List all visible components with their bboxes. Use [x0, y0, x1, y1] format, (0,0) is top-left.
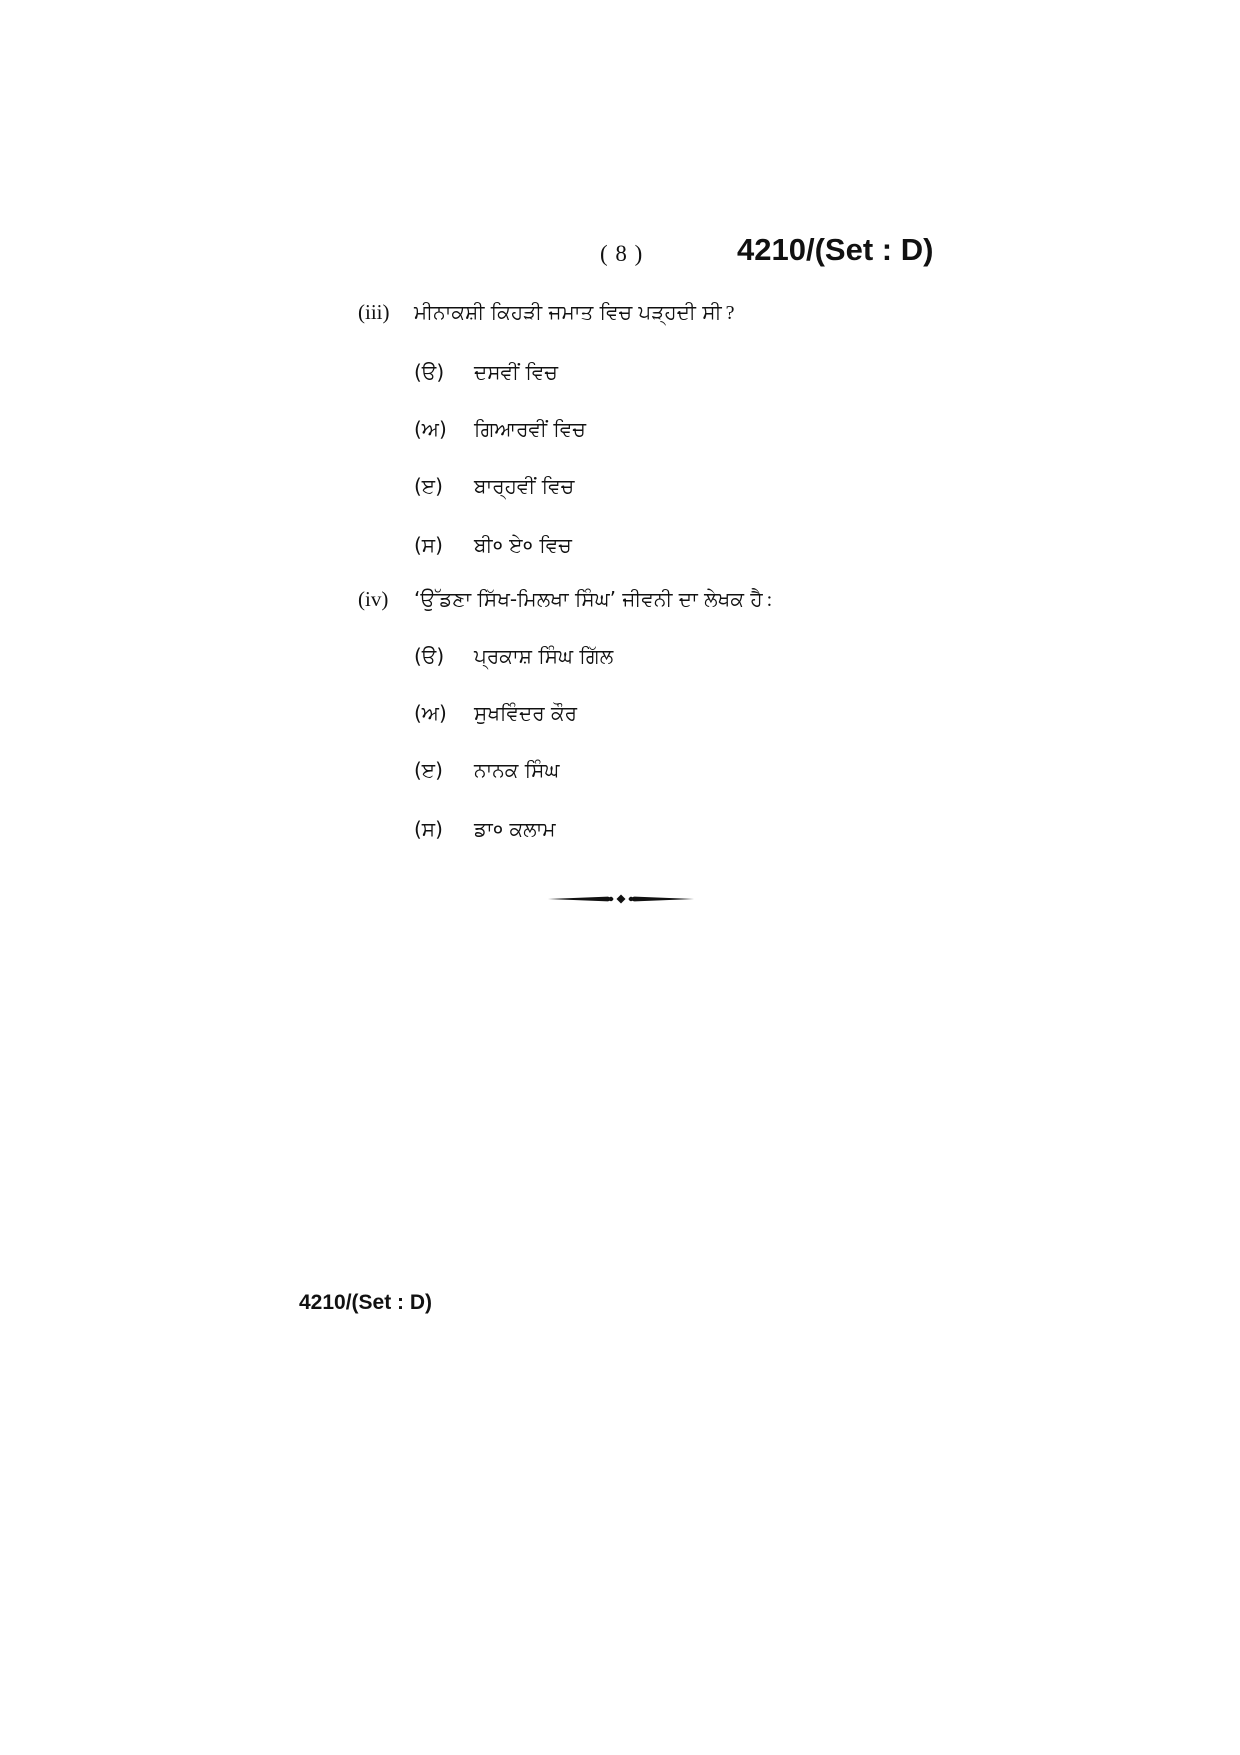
option-d	[414, 531, 572, 558]
option-text: ਨਾਨਕ ਸਿੰਘ	[474, 758, 560, 782]
option-label: (ਸ)	[414, 817, 443, 841]
question-end-mark: ?	[725, 302, 735, 324]
option-text: ਡਾ० ਕਲਾਮ	[474, 817, 556, 841]
question-iii	[358, 300, 735, 325]
option-b	[414, 701, 577, 725]
option-text: ਬੀ० ਏ० ਵਿਚ	[474, 533, 572, 557]
option-text: ਬਾਰ੍ਹਵੀਂ ਵਿਚ	[474, 474, 575, 498]
option-label: (ਸ)	[414, 533, 443, 557]
option-c	[414, 758, 559, 782]
question-end-mark: :	[766, 589, 773, 611]
option-label: (ੳ)	[414, 644, 445, 668]
question-number: (iv)	[358, 587, 389, 611]
option-text: ਦਸਵੀਂ ਵਿਚ	[474, 360, 558, 384]
question-text: ‘ਉੱਡਣਾ ਸਿੱਖ-ਮਿਲਖਾ ਸਿੰਘ’ ਜੀਵਨੀ ਦਾ ਲੇਖਕ ਹੈ	[414, 587, 763, 611]
option-text: ਸੁਖਵਿੰਦਰ ਕੌਰ	[474, 701, 577, 725]
option-c	[414, 474, 574, 498]
page-number: ( 8 )	[600, 241, 644, 266]
option-a	[414, 644, 613, 668]
option-text: ਗਿਆਰਵੀਂ ਵਿਚ	[474, 417, 586, 441]
option-label: (ੳ)	[414, 360, 445, 384]
paper-code-footer: 4210/(Set : D)	[299, 1291, 433, 1314]
option-d	[414, 815, 556, 842]
option-a	[414, 360, 558, 384]
question-number: (iii)	[358, 300, 390, 324]
option-label: (ੲ)	[414, 758, 443, 782]
question-text: ਮੀਨਾਕਸ਼ੀ ਕਿਹੜੀ ਜਮਾਤ ਵਿਚ ਪੜ੍ਹਦੀ ਸੀ	[414, 300, 722, 324]
option-label: (ਅ)	[414, 701, 447, 725]
question-iv	[358, 587, 772, 612]
option-text: ਪ੍ਰਕਾਸ਼ ਸਿੰਘ ਗਿੱਲ	[474, 644, 614, 668]
option-b	[414, 417, 586, 441]
end-ornament	[548, 891, 694, 907]
option-label: (ਅ)	[414, 417, 447, 441]
paper-code-header: 4210/(Set : D)	[737, 232, 934, 267]
option-label: (ੲ)	[414, 474, 443, 498]
